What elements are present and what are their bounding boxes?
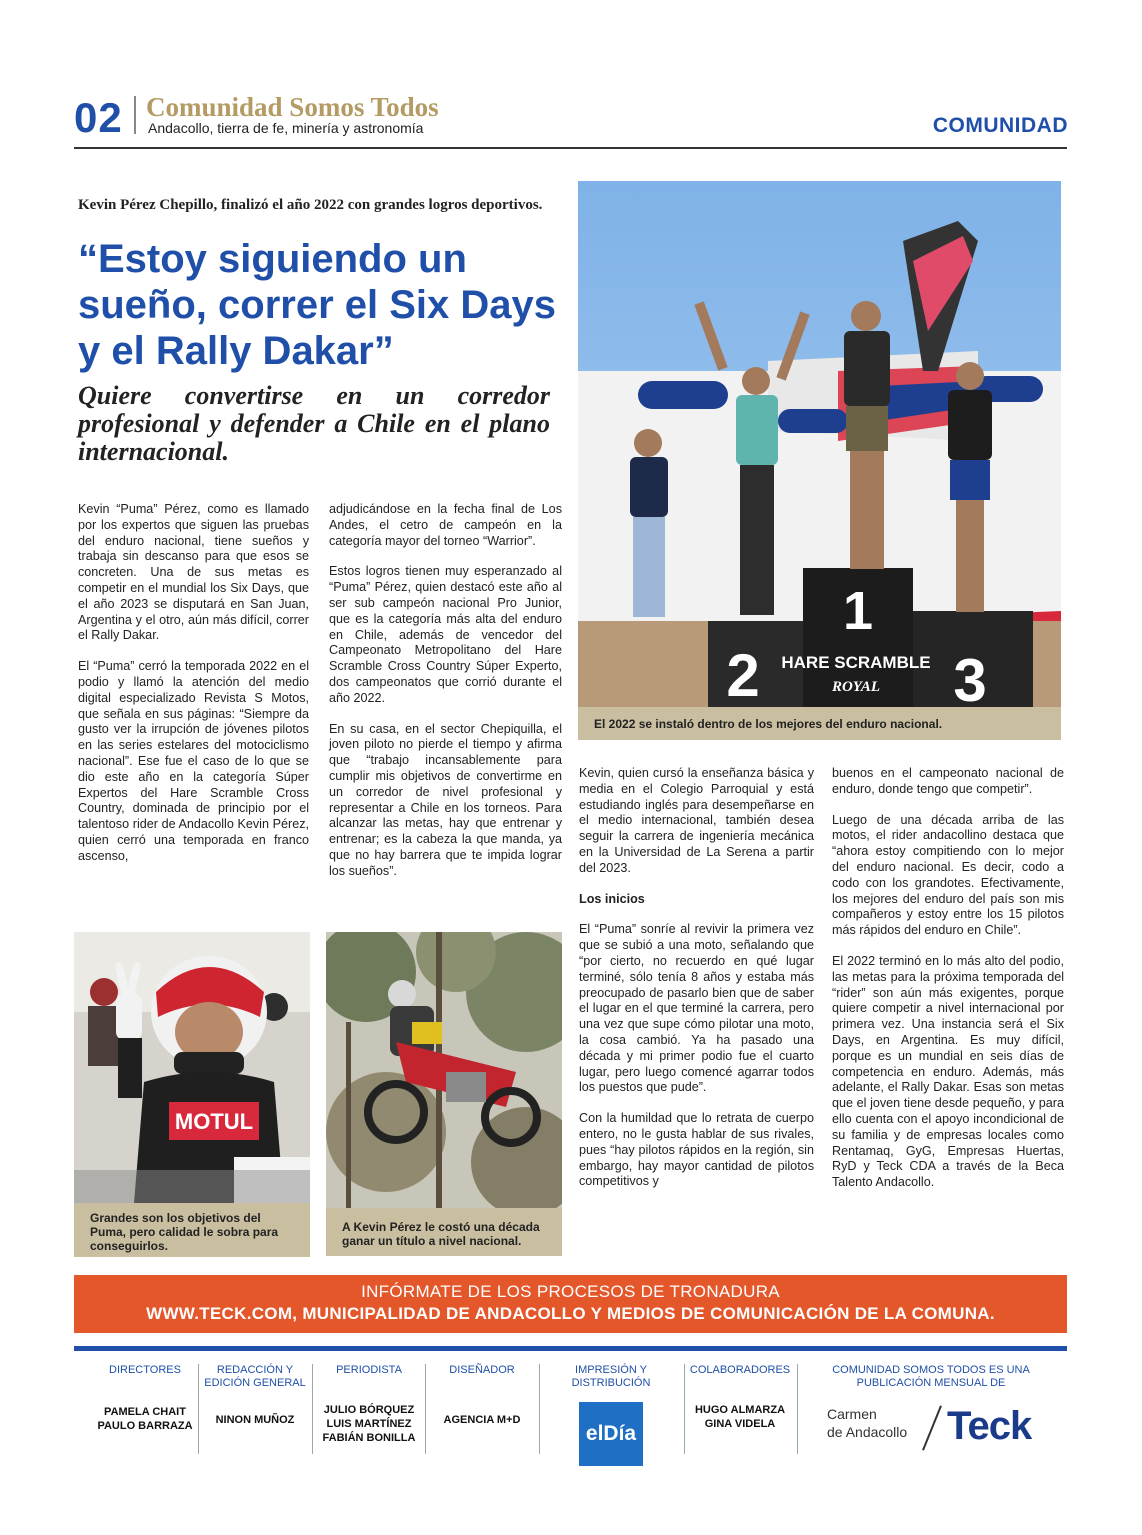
credit-divider: [312, 1364, 313, 1454]
credit-divider: [425, 1364, 426, 1454]
credit-redaccion: [203, 1364, 307, 1427]
credit-name: JULIO BÓRQUEZ: [323, 1404, 415, 1416]
credit-divider: [198, 1364, 199, 1454]
article-deck: Quiere convertirse en un corredor profesional y defender a Chile en el plano internacional.: [78, 381, 550, 466]
col2-paragraph-2: Estos logros tienen muy esperanzado al “Puma” Pérez, quien destacó este año al ser sub campeón nacional Pro Junior, que es la categoría más alta del enduro en Chile, además de vencedor del Campeonato Metropolitano del Hare Scramble Cross Country Súper Experto, dos campeonatos que corrió durante el año 2022.: [329, 564, 562, 705]
teck-logo-block: [827, 1404, 1057, 1454]
logo-slash: [922, 1405, 942, 1450]
credit-divider: [539, 1364, 540, 1454]
podium-number-1: 1: [842, 581, 874, 641]
col3-intro: Kevin, quien cursó la enseñanza básica y media en el Colegio Parroquial y está estudiando inglés para desempeñarse en el medio internacional, también desea seguir la carrera de ingeniería mecánica en la Universidad de La Serena a partir del 2023.: [579, 766, 814, 875]
podium-caption: El 2022 se instaló dentro de los mejores del enduro nacional.: [578, 707, 1061, 740]
podium-banner-text-2: ROYAL: [831, 679, 881, 695]
podium-banner-text: HARE SCRAMBLE: [781, 653, 931, 672]
banner-line-1: INFÓRMATE DE LOS PROCESOS DE TRONADURA: [361, 1282, 780, 1301]
header-divider: [134, 96, 136, 134]
jump-photo: [326, 932, 562, 1208]
credit-divider: [797, 1364, 798, 1454]
article-kicker: Kevin Pérez Chepillo, finalizó el año 2022 con grandes logros deportivos.: [78, 197, 543, 213]
article-column-4: [832, 766, 1064, 1206]
article-column-2: [329, 502, 562, 895]
credit-label: REDACCIÓN Y EDICIÓN GENERAL: [204, 1364, 306, 1389]
portrait-caption: Grandes son los objetivos del Puma, pero calidad le sobra para conseguirlos.: [74, 1203, 310, 1257]
banner-line-2: WWW.TECK.COM, MUNICIPALIDAD DE ANDACOLLO Y MEDIOS DE COMUNICACIÓN DE LA COMUNA.: [146, 1304, 995, 1323]
col4-paragraph-1: buenos en el campeonato nacional de enduro, donde tengo que competir”.: [832, 766, 1064, 796]
article-headline: “Estoy siguiendo un sueño, correr el Six Days y el Rally Dakar”: [78, 237, 557, 373]
credit-name: GINA VIDELA: [704, 1418, 776, 1430]
col3-paragraph-2: Con la humildad que lo retrata de cuerpo entero, no le gusta hablar de sus rivales, pues “hay pilotos rápidos en la región, sin embargo, hay mayor cantidad de pilotos competitivos y: [579, 1111, 814, 1189]
jersey-sponsor-text: MOTUL: [174, 1109, 254, 1134]
podium-number-2: 2: [726, 642, 760, 707]
col1-paragraph-2: El “Puma” cerró la temporada 2022 en el podio y llamó la atención del medio digital especializado Revista S Motos, que señala en sus páginas: “Siempre da gusto ver la irrupción de jóvenes pilotos en las series estelares del motociclismo nacional”. Ese fue el caso de lo que se dio este año en la categoría Súper Expertos del Hare Scramble Cross Country, dominada de principio por el talentoso rider de Andacollo Kevin Pérez, quien cerró una temporada en franco ascenso,: [78, 659, 309, 863]
credit-divider: [684, 1364, 685, 1454]
col4-paragraph-3: El 2022 terminó en lo más alto del podio, las metas para la próxima temporada del “rider” son aún más exigentes, porque quiere competir a nivel internacional por primera vez. Una instancia será el Six Days, en Argentina. Es muy difícil, porque es un mundial en seis días de competencia en enduro. Además, más adelante, el Rally Dakar. Esas son metas que el joven tiene desde pequeño, y para ello cuenta con el apoyo incondicional de su familia y de empresas locales como Rentamaq, GyG, Empresas Huertas, RyD y Teck CDA a través de la Beca Talento Andacollo.: [832, 953, 1064, 1190]
carmen-andacollo-text-2: de Andacollo: [827, 1424, 908, 1440]
col2-paragraph-3: En su casa, en el sector Chepiquilla, el joven piloto no pierde el tiempo y afirma que “trabajo incansablemente para cumplir mis objetivos de convertirme en un corredor de nivel profesional y representar a Chile en los torneos. Para alcanzar las metas, hay que entrenar y entrenar; es la cabeza la que manda, ya que no hay barrera que te impida lograr los sueños”.: [329, 721, 562, 878]
credit-name: PAULO BARRAZA: [97, 1420, 193, 1432]
credit-name: FABIÁN BONILLA: [322, 1432, 416, 1444]
credit-disenador: [428, 1364, 536, 1427]
credit-directores: [90, 1364, 200, 1433]
page-number: 02: [74, 94, 123, 141]
col1-paragraph-1: Kevin “Puma” Pérez, como es llamado por los expertos que siguen las pruebas del enduro nacional, tiene sueños y trabaja sin descanso para que esos se concreten. Una de sus metas es competir en el mundial los Six Days, que el año 2023 se disputará en San Juan, Argentina y el otro, aún más difícil, correr el Rally Dakar.: [78, 502, 309, 643]
col3-paragraph-1: El “Puma” sonríe al revivir la primera vez que se subió a una moto, señalando que “por cierto, no recuerdo en qué lugar terminé, sólo tenía 8 años y estaba más preocupado de pasarlo bien que de saber el lugar en el que terminé la carrera, pero una vez que supe cómo pilotar una moto, la cosa cambió. Ya ha pasado una década y mi primer podio fue el cuarto lugar, pero luego comencé agarrar todos los puestos que pude”.: [579, 922, 814, 1095]
publication-subtitle: Andacollo, tierra de fe, minería y astronomía: [148, 120, 424, 136]
podium-photo: [578, 181, 1061, 707]
tronadura-banner: [74, 1275, 1067, 1333]
credit-label: COLABORADORES: [689, 1364, 791, 1376]
eldia-logo: elDía: [579, 1402, 643, 1466]
article-column-1: [78, 502, 309, 880]
jump-caption: A Kevin Pérez le costó una década ganar un título a nivel nacional.: [326, 1208, 562, 1256]
footer-rule: [74, 1346, 1067, 1351]
credit-name: NINON MUÑOZ: [215, 1414, 295, 1426]
credit-label: DIRECTORES: [109, 1364, 181, 1376]
credit-name: AGENCIA M+D: [443, 1414, 521, 1426]
credit-name: PAMELA CHAIT: [104, 1406, 186, 1418]
rider-winner: [844, 301, 890, 569]
credit-label: IMPRESIÓN Y DISTRIBUCIÓN: [571, 1364, 651, 1389]
credit-label: COMUNIDAD SOMOS TODOS ES UNA PUBLICACIÓN MENSUAL DE: [832, 1364, 1030, 1389]
podium-illustration: [578, 181, 1061, 707]
col2-paragraph-1: adjudicándose en la fecha final de Los Andes, el cetro de campeón en la categoría mayor del torneo “Warrior”.: [329, 502, 562, 548]
rider-portrait-illustration: [74, 932, 310, 1203]
credit-label: PERIODISTA: [336, 1364, 402, 1376]
publication-title: Comunidad Somos Todos: [146, 92, 439, 122]
portrait-photo: [74, 932, 310, 1203]
credit-label: DISEÑADOR: [449, 1364, 515, 1376]
teck-logo: Teck: [947, 1404, 1032, 1448]
credit-impresion: [542, 1364, 680, 1466]
header-rule: [74, 147, 1067, 149]
credit-name: HUGO ALMARZA: [694, 1404, 786, 1416]
article-column-3: [579, 766, 814, 1205]
credit-publicacion: [800, 1364, 1062, 1390]
credit-colaboradores: [688, 1364, 792, 1431]
col3-subhead: Los inicios: [579, 891, 645, 906]
section-label: COMUNIDAD: [932, 114, 1068, 137]
credit-periodista: [315, 1364, 423, 1445]
carmen-andacollo-text-1: Carmen: [827, 1406, 877, 1422]
rider-left: [630, 429, 668, 617]
podium-number-3: 3: [953, 647, 987, 707]
col4-paragraph-2: Luego de una década arriba de las motos, el rider andacollino destaca que “ahora estoy compitiendo con lo mejor del enduro nacional. Es decir, codo a codo con los grandotes. Efectivamente, los mejores del enduro del país son mis compañeros y estoy entre los 15 pilotos más rápidos del enduro en Chile”.: [832, 812, 1064, 938]
motocross-jump-illustration: [326, 932, 562, 1208]
credit-name: LUIS MARTÍNEZ: [326, 1418, 412, 1430]
